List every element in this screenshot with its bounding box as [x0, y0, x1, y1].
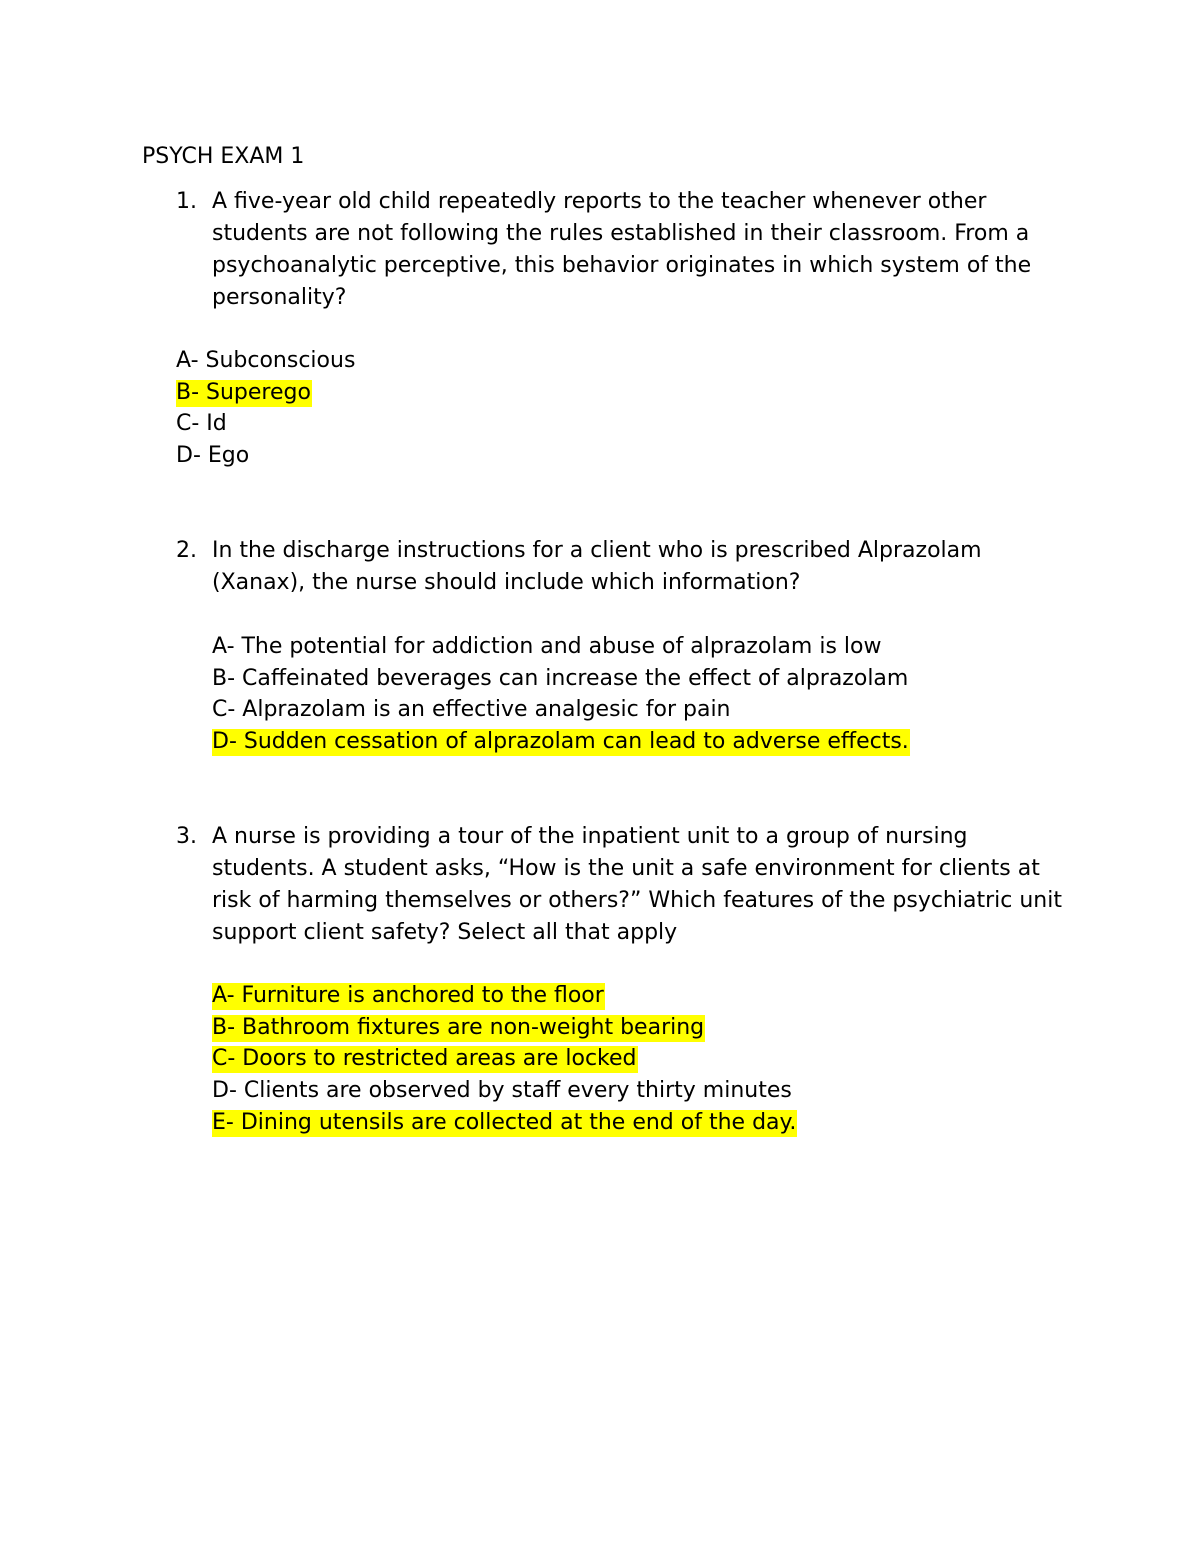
- option-a: A- The potential for addiction and abuse of alprazolam is low: [212, 634, 882, 659]
- option-a: A- Subconscious: [176, 348, 356, 373]
- question-text: A nurse is providing a tour of the inpatient unit to a group of nursing students. A student asks, “How is the unit a safe environment for clients at risk of harming themselves or others?” Which features of the psychiatric unit support client safety? Select all that apply: [212, 824, 1062, 945]
- document-title: PSYCH EXAM 1: [142, 144, 305, 169]
- option-d: D- Sudden cessation of alprazolam can lead to adverse effects.: [212, 729, 909, 755]
- question-text: In the discharge instructions for a client who is prescribed Alprazolam (Xanax), the nurse should include which information?: [212, 538, 982, 595]
- option-d: D- Clients are observed by staff every thirty minutes: [212, 1078, 792, 1104]
- question-number: 2.: [176, 538, 197, 563]
- question-text: A five-year old child repeatedly reports to the teacher whenever other students are not following the rules established in their classroom. From a psychoanalytic perceptive, this behavior originates in which system of the personality?: [212, 189, 1032, 310]
- question-2: [176, 535, 1076, 599]
- option-c: C- Alprazolam is an effective analgesic for pain: [212, 697, 731, 723]
- question-1: [176, 186, 1076, 314]
- question-1-options: [176, 345, 356, 472]
- option-e: E- Dining utensils are collected at the end of the day.: [212, 1109, 797, 1135]
- option-d: D- Ego: [176, 443, 250, 469]
- question-3-options: [212, 980, 797, 1138]
- option-a: A- Furniture is anchored to the floor: [212, 983, 604, 1008]
- question-2-options: [212, 631, 910, 758]
- option-b: B- Superego: [176, 379, 311, 405]
- option-b: B- Caffeinated beverages can increase the effect of alprazolam: [212, 665, 909, 691]
- question-number: 1.: [176, 189, 197, 214]
- question-3: [176, 821, 1076, 949]
- question-number: 3.: [176, 824, 197, 849]
- option-c: C- Id: [176, 411, 227, 437]
- option-c: C- Doors to restricted areas are locked: [212, 1046, 637, 1072]
- option-b: B- Bathroom fixtures are non-weight bearing: [212, 1014, 705, 1040]
